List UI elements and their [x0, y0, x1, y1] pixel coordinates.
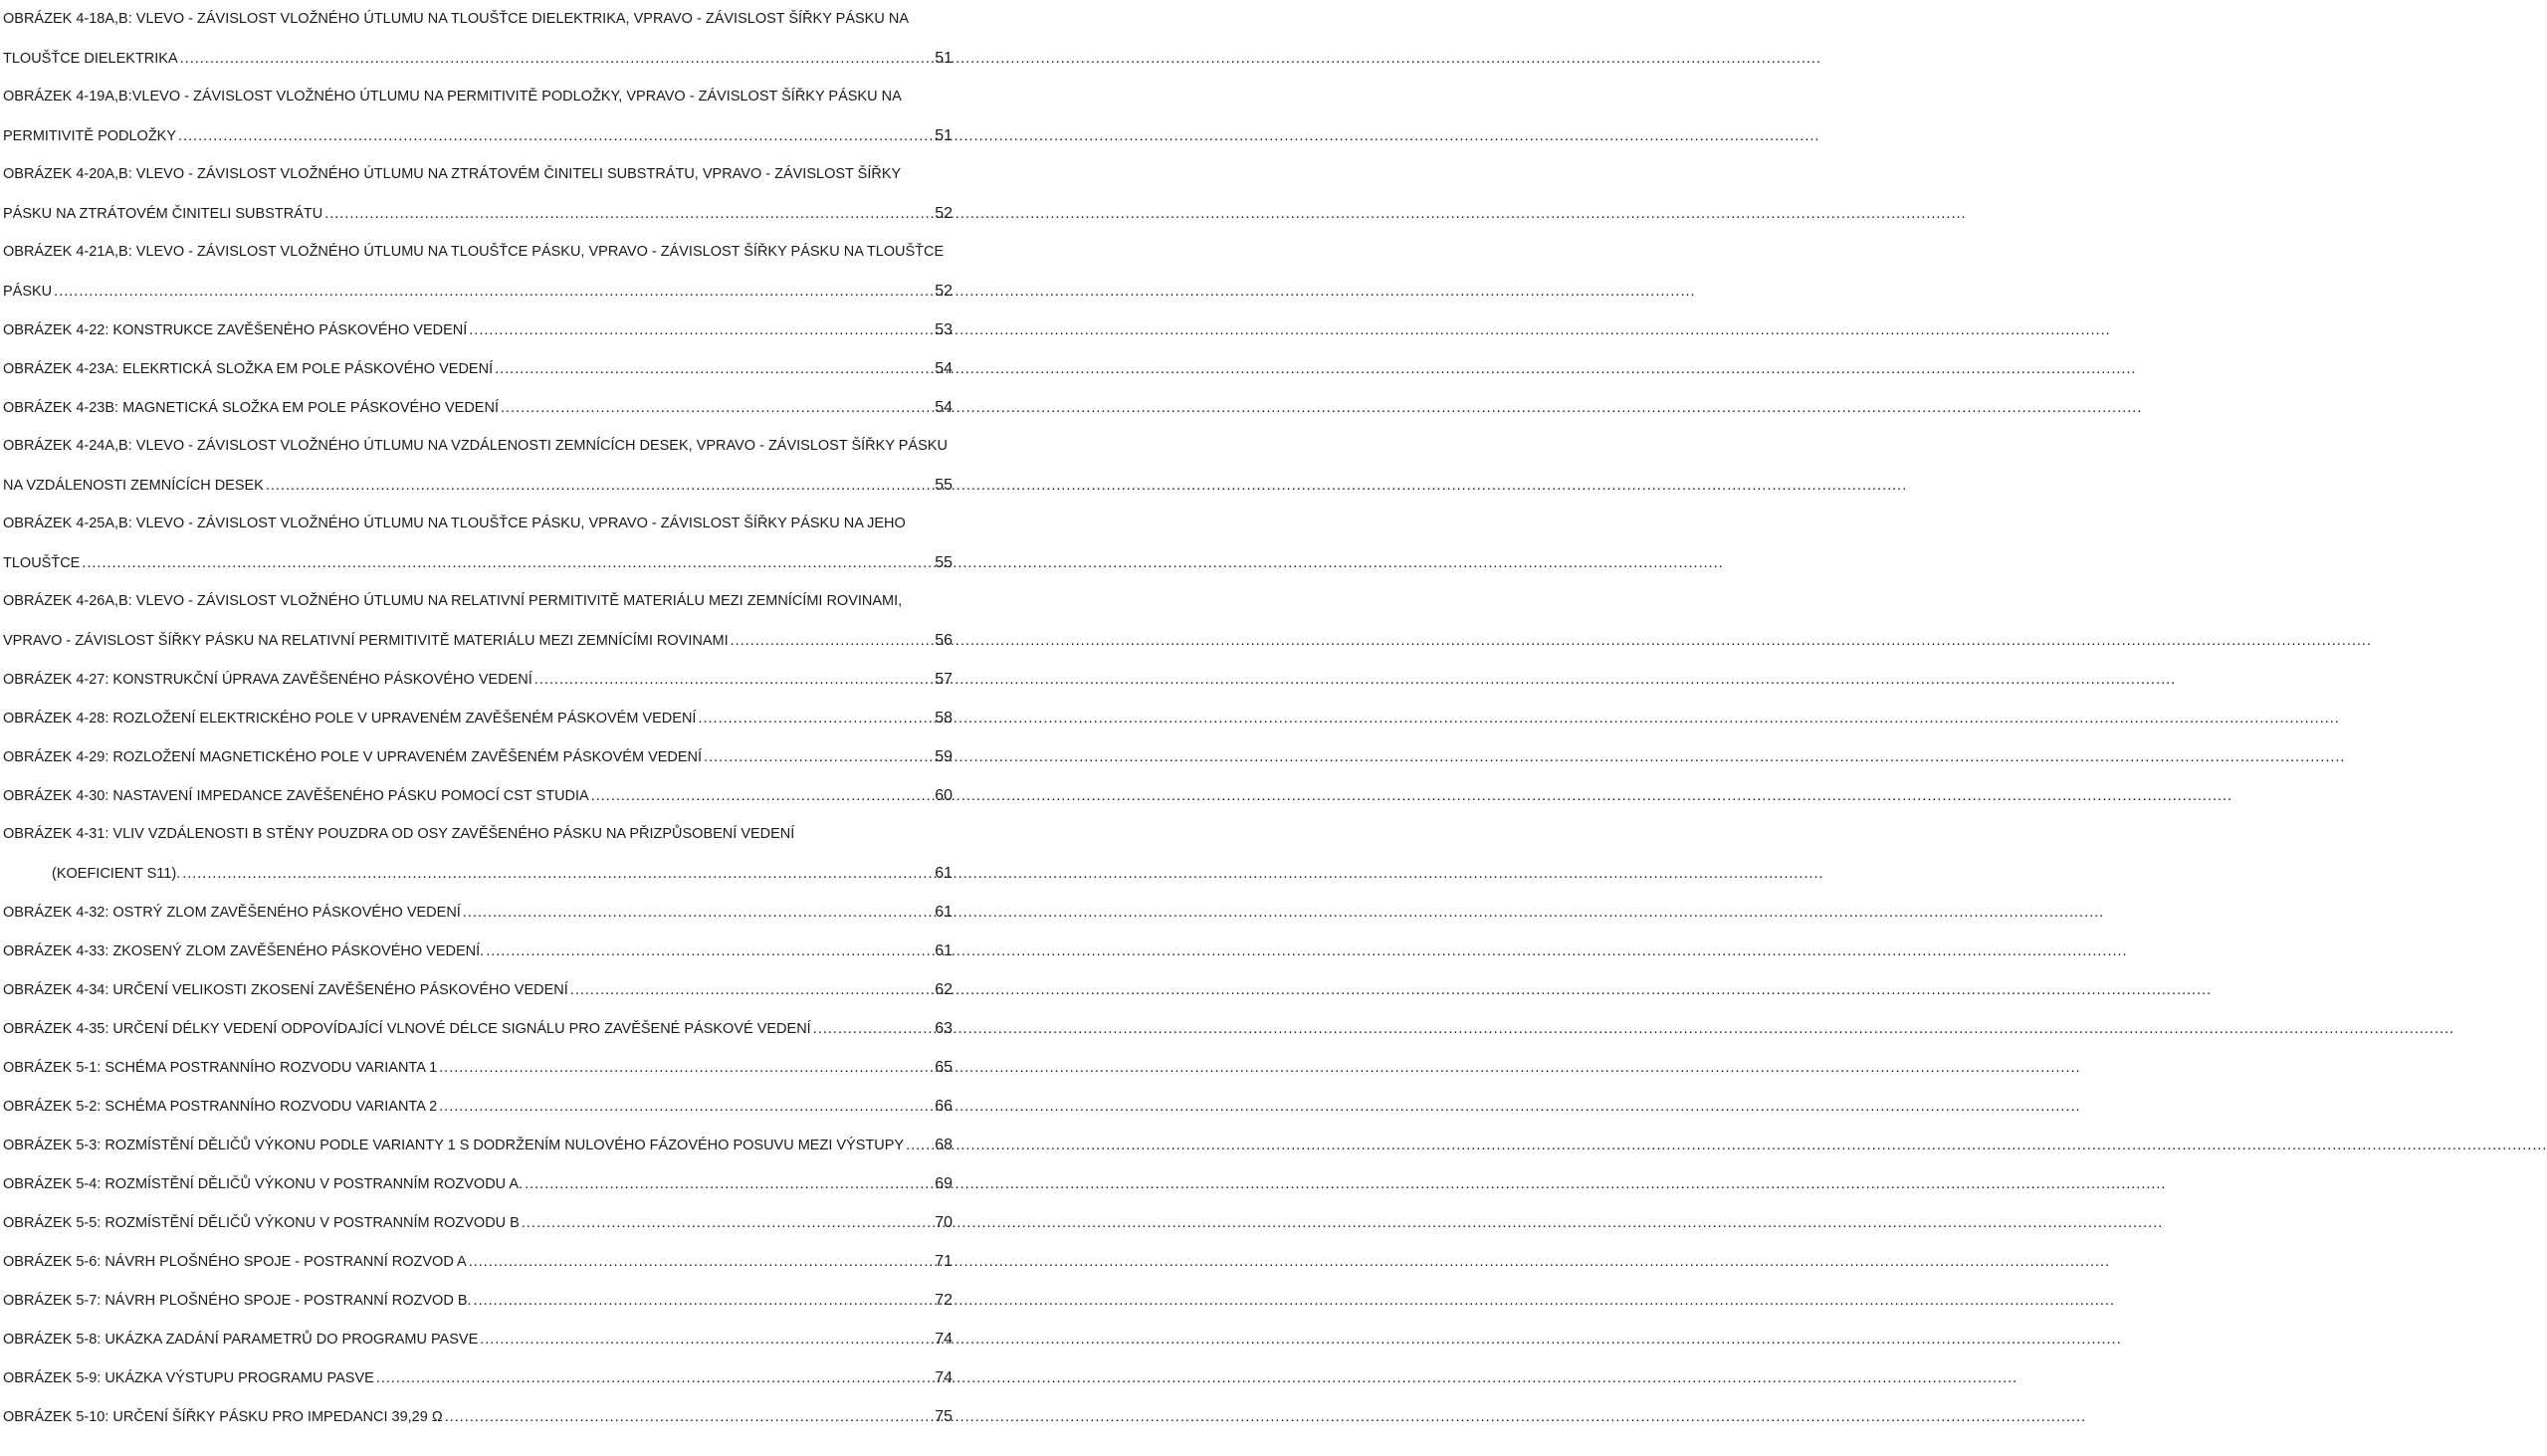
dot-leader: [266, 467, 931, 506]
toc-entry-text: NA VZDÁLENOSTI ZEMNÍCÍCH DESEK: [3, 478, 264, 494]
toc-entry[interactable]: [0, 970, 955, 1009]
dot-leader: [182, 855, 931, 894]
toc-entry[interactable]: [0, 660, 955, 699]
dot-leader: [463, 894, 931, 933]
toc-entry[interactable]: [0, 311, 955, 349]
toc-entry-text: PERMITIVITĚ PODLOŽKY: [3, 128, 177, 144]
toc-entry-text: OBRÁZEK 5-1: SCHÉMA POSTRANNÍHO ROZVODU VARIANTA 1: [3, 1060, 438, 1076]
toc-entry-line: [3, 233, 953, 272]
dot-leader: [376, 1359, 931, 1398]
toc-entry-line: [3, 1048, 953, 1087]
page-number: 66: [935, 1098, 953, 1115]
toc-entry-text: OBRÁZEK 5-6: NÁVRH PLOŠNÉHO SPOJE - POSTRANNÍ ROZVOD A: [3, 1254, 467, 1270]
dot-leader: [178, 117, 931, 156]
page-number: 62: [935, 981, 953, 998]
toc-entry[interactable]: [0, 1009, 955, 1048]
toc-entry-line: [3, 1320, 953, 1358]
toc-entry[interactable]: [0, 1242, 955, 1281]
toc-entry-line: [3, 78, 953, 116]
page-number: 61: [935, 942, 953, 959]
dot-leader: [501, 389, 931, 428]
toc-entry[interactable]: [0, 427, 955, 505]
toc-entry[interactable]: [0, 505, 955, 582]
page-number: 71: [935, 1253, 953, 1270]
page-number: 59: [935, 748, 953, 765]
page-number: 65: [935, 1059, 953, 1076]
toc-entry-line: [3, 1281, 953, 1320]
toc-entry-continuation: [3, 39, 953, 78]
toc-entry-line: [3, 349, 953, 388]
toc-page: [0, 0, 955, 1456]
toc-entry-text: OBRÁZEK 4-24A,B: VLEVO - ZÁVISLOST VLOŽNÉHO ÚTLUMU NA VZDÁLENOSTI ZEMNÍCÍCH DESEK, VPRAVO - ZÁVISLOST ŠÍŘKY PÁSKU: [3, 438, 948, 454]
toc-entry-text: OBRÁZEK 4-20A,B: VLEVO - ZÁVISLOST VLOŽNÉHO ÚTLUMU NA ZTRÁTOVÉM ČINITELI SUBSTRÁTU, VPRAVO - ZÁVISLOST ŠÍŘKY: [3, 166, 902, 182]
toc-entry-line: [3, 737, 953, 776]
page-number: 54: [935, 399, 953, 416]
toc-entry-text: OBRÁZEK 5-8: UKÁZKA ZADÁNÍ PARAMETRŮ DO PROGRAMU PASVE: [3, 1332, 479, 1348]
toc-entry-text: OBRÁZEK 5-2: SCHÉMA POSTRANNÍHO ROZVODU VARIANTA 2: [3, 1099, 438, 1115]
toc-entry[interactable]: [0, 1048, 955, 1087]
toc-entry-text: VPRAVO - ZÁVISLOST ŠÍŘKY PÁSKU NA RELATIVNÍ PERMITIVITĚ MATERIÁLU MEZI ZEMNÍCÍMI ROVINAMI: [3, 633, 729, 649]
toc-entry-continuation: [3, 194, 953, 233]
dot-leader: [698, 700, 931, 738]
toc-entry-text: OBRÁZEK 4-21A,B: VLEVO - ZÁVISLOST VLOŽNÉHO ÚTLUMU NA TLOUŠŤCE PÁSKU, VPRAVO - ZÁVISLOST ŠÍŘKY PÁSKU NA TLOUŠŤCE: [3, 244, 945, 260]
page-number: 57: [935, 671, 953, 688]
toc-entry-text: OBRÁZEK 4-27: KONSTRUKČNÍ ÚPRAVA ZAVĚŠENÉHO PÁSKOVÉHO VEDENÍ: [3, 672, 532, 688]
page-number: 52: [935, 205, 953, 222]
page-number: 55: [935, 554, 953, 571]
toc-entry-line: [3, 427, 953, 466]
page-number: 69: [935, 1175, 953, 1192]
toc-entry-line: [3, 893, 953, 932]
dot-leader: [439, 1088, 931, 1127]
dot-leader: [180, 40, 932, 79]
page-number: 56: [935, 632, 953, 649]
page-number: 72: [935, 1292, 953, 1309]
page-number: 74: [935, 1331, 953, 1348]
toc-entry[interactable]: [0, 893, 955, 932]
page-number: 61: [935, 865, 953, 882]
toc-entry-line: [3, 932, 953, 970]
toc-entry-continuation: [3, 854, 953, 893]
toc-entry-line: [3, 388, 953, 427]
toc-entry[interactable]: [0, 1358, 955, 1397]
page-number: 51: [935, 127, 953, 144]
list-of-figures: [0, 0, 955, 1436]
page-number: 60: [935, 787, 953, 804]
toc-entry[interactable]: [0, 582, 955, 660]
dot-leader: [480, 1321, 931, 1359]
toc-entry-line: [3, 582, 953, 621]
page-number: 53: [935, 321, 953, 338]
dot-leader: [495, 350, 931, 389]
toc-entry-text: OBRÁZEK 5-10: URČENÍ ŠÍŘKY PÁSKU PRO IMPEDANCI 39,29 Ω: [3, 1409, 443, 1425]
toc-entry-continuation: [3, 116, 953, 155]
toc-entry-line: [3, 155, 953, 194]
toc-entry-text: OBRÁZEK 4-23B: MAGNETICKÁ SLOŽKA EM POLE PÁSKOVÉHO VEDENÍ: [3, 400, 499, 416]
dot-leader: [474, 1282, 932, 1321]
toc-entry-line: [3, 1358, 953, 1397]
toc-entry-text: OBRÁZEK 5-3: ROZMÍSTĚNÍ DĚLIČŮ VÝKONU PODLE VARIANTY 1 S DODRŽENÍM NULOVÉHO FÁZOVÉHO POSUVU MEZI VÝSTUPY: [3, 1138, 905, 1153]
dot-leader: [731, 622, 932, 661]
toc-entry[interactable]: [0, 155, 955, 233]
toc-entry-line: [3, 815, 953, 854]
page-number: 52: [935, 283, 953, 300]
dot-leader: [445, 1398, 932, 1437]
toc-entry[interactable]: [0, 1126, 955, 1164]
toc-entry[interactable]: [0, 737, 955, 776]
toc-entry[interactable]: [0, 1203, 955, 1242]
toc-entry[interactable]: [0, 776, 955, 815]
dot-leader: [813, 1010, 932, 1049]
toc-entry-line: [3, 1242, 953, 1281]
toc-entry-line: [3, 311, 953, 349]
dot-leader: [591, 777, 931, 816]
toc-entry-text: OBRÁZEK 5-4: ROZMÍSTĚNÍ DĚLIČŮ VÝKONU V POSTRANNÍM ROZVODU A.: [3, 1176, 524, 1192]
toc-entry[interactable]: [0, 78, 955, 155]
dot-leader: [570, 971, 931, 1010]
toc-entry-line: [3, 1126, 953, 1164]
toc-entry[interactable]: [0, 233, 955, 311]
toc-entry-line: [3, 970, 953, 1009]
dot-leader: [534, 661, 931, 700]
page-number: 54: [935, 360, 953, 377]
dot-leader: [525, 1165, 931, 1204]
toc-entry[interactable]: [0, 1397, 955, 1436]
toc-entry-text: OBRÁZEK 4-18A,B: VLEVO - ZÁVISLOST VLOŽNÉHO ÚTLUMU NA TLOUŠŤCE DIELEKTRIKA, VPRAVO - ZÁVISLOST ŠÍŘKY PÁSKU NA: [3, 11, 909, 27]
page-number: 63: [935, 1020, 953, 1037]
dot-leader: [324, 195, 931, 234]
dot-leader: [469, 312, 931, 350]
dot-leader: [82, 544, 931, 583]
toc-entry-text: TLOUŠŤCE: [3, 555, 81, 571]
page-number: 68: [935, 1137, 953, 1153]
page-number: 75: [935, 1408, 953, 1425]
page-number: 58: [935, 710, 953, 727]
dot-leader: [439, 1049, 931, 1088]
toc-entry-line: [3, 1397, 953, 1436]
toc-entry-text: OBRÁZEK 4-28: ROZLOŽENÍ ELEKTRICKÉHO POLE V UPRAVENÉM ZAVĚŠENÉM PÁSKOVÉM VEDENÍ: [3, 711, 697, 727]
toc-entry-text: OBRÁZEK 4-26A,B: VLEVO - ZÁVISLOST VLOŽNÉHO ÚTLUMU NA RELATIVNÍ PERMITIVITĚ MATERIÁLU MEZI ZEMNÍCÍMI ROVINAMI,: [3, 593, 903, 609]
dot-leader: [704, 738, 931, 777]
page-number: 55: [935, 477, 953, 494]
dot-leader: [469, 1243, 931, 1282]
toc-entry-text: OBRÁZEK 4-31: VLIV VZDÁLENOSTI B STĚNY POUZDRA OD OSY ZAVĚŠENÉHO PÁSKU NA PŘIZPŮSOBENÍ VEDENÍ: [3, 826, 795, 842]
toc-entry-line: [3, 1203, 953, 1242]
toc-entry-text: OBRÁZEK 5-5: ROZMÍSTĚNÍ DĚLIČŮ VÝKONU V POSTRANNÍM ROZVODU B: [3, 1215, 520, 1231]
toc-entry[interactable]: [0, 388, 955, 427]
toc-entry-text: PÁSKU NA ZTRÁTOVÉM ČINITELI SUBSTRÁTU: [3, 206, 323, 222]
toc-entry-line: [3, 1087, 953, 1126]
toc-entry-text: TLOUŠŤCE DIELEKTRIKA: [3, 51, 178, 67]
toc-entry-text: OBRÁZEK 4-29: ROZLOŽENÍ MAGNETICKÉHO POLE V UPRAVENÉM ZAVĚŠENÉM PÁSKOVÉM VEDENÍ: [3, 749, 703, 765]
toc-entry-text: OBRÁZEK 4-19A,B:VLEVO - ZÁVISLOST VLOŽNÉHO ÚTLUMU NA PERMITIVITĚ PODLOŽKY, VPRAVO - ZÁVISLOST ŠÍŘKY PÁSKU NA: [3, 89, 902, 104]
page-number: 70: [935, 1214, 953, 1231]
toc-entry-text: OBRÁZEK 4-32: OSTRÝ ZLOM ZAVĚŠENÉHO PÁSKOVÉHO VEDENÍ: [3, 905, 461, 921]
toc-entry-continuation: [3, 272, 953, 311]
toc-entry-text: OBRÁZEK 4-30: NASTAVENÍ IMPEDANCE ZAVĚŠENÉHO PÁSKU POMOCÍ CST STUDIA: [3, 788, 589, 804]
toc-entry-continuation: [3, 543, 953, 582]
toc-entry-line: [3, 776, 953, 815]
toc-entry-text: OBRÁZEK 4-34: URČENÍ VELIKOSTI ZKOSENÍ ZAVĚŠENÉHO PÁSKOVÉHO VEDENÍ: [3, 982, 568, 998]
toc-entry-text: OBRÁZEK 5-9: UKÁZKA VÝSTUPU PROGRAMU PASVE: [3, 1370, 374, 1386]
toc-entry-line: [3, 660, 953, 699]
toc-entry-text: OBRÁZEK 4-22: KONSTRUKCE ZAVĚŠENÉHO PÁSKOVÉHO VEDENÍ: [3, 322, 468, 338]
toc-entry-text: PÁSKU: [3, 284, 53, 300]
toc-entry-line: [3, 505, 953, 543]
toc-entry-text: OBRÁZEK 4-23A: ELEKRTICKÁ SLOŽKA EM POLE PÁSKOVÉHO VEDENÍ: [3, 361, 494, 377]
toc-entry-line: [3, 0, 953, 39]
page-number: 74: [935, 1369, 953, 1386]
toc-entry-text: (KOEFICIENT S11).: [52, 866, 181, 882]
toc-entry-line: [3, 699, 953, 737]
dot-leader: [906, 1127, 931, 1165]
toc-entry-line: [3, 1164, 953, 1203]
toc-entry-continuation: [3, 621, 953, 660]
toc-entry-text: OBRÁZEK 4-33: ZKOSENÝ ZLOM ZAVĚŠENÉHO PÁSKOVÉHO VEDENÍ.: [3, 943, 485, 959]
toc-entry[interactable]: [0, 1164, 955, 1203]
toc-entry-continuation: [3, 466, 953, 505]
dot-leader: [486, 933, 931, 971]
toc-entry-text: OBRÁZEK 5-7: NÁVRH PLOŠNÉHO SPOJE - POSTRANNÍ ROZVOD B.: [3, 1293, 472, 1309]
dot-leader: [54, 273, 931, 312]
toc-entry-text: OBRÁZEK 4-35: URČENÍ DÉLKY VEDENÍ ODPOVÍDAJÍCÍ VLNOVÉ DÉLCE SIGNÁLU PRO ZAVĚŠENÉ PÁSKOVÉ VEDENÍ: [3, 1021, 811, 1037]
dot-leader: [522, 1204, 931, 1243]
page-number: 61: [935, 904, 953, 921]
toc-entry[interactable]: [0, 1281, 955, 1320]
toc-entry[interactable]: [0, 0, 955, 78]
toc-entry[interactable]: [0, 1087, 955, 1126]
toc-entry-line: [3, 1009, 953, 1048]
page-number: 51: [935, 50, 953, 67]
toc-entry-text: OBRÁZEK 4-25A,B: VLEVO - ZÁVISLOST VLOŽNÉHO ÚTLUMU NA TLOUŠŤCE PÁSKU, VPRAVO - ZÁVISLOST ŠÍŘKY PÁSKU NA JEHO: [3, 516, 906, 531]
toc-entry[interactable]: [0, 349, 955, 388]
toc-entry[interactable]: [0, 699, 955, 737]
toc-entry[interactable]: [0, 1320, 955, 1358]
toc-entry[interactable]: [0, 815, 955, 893]
toc-entry[interactable]: [0, 932, 955, 970]
